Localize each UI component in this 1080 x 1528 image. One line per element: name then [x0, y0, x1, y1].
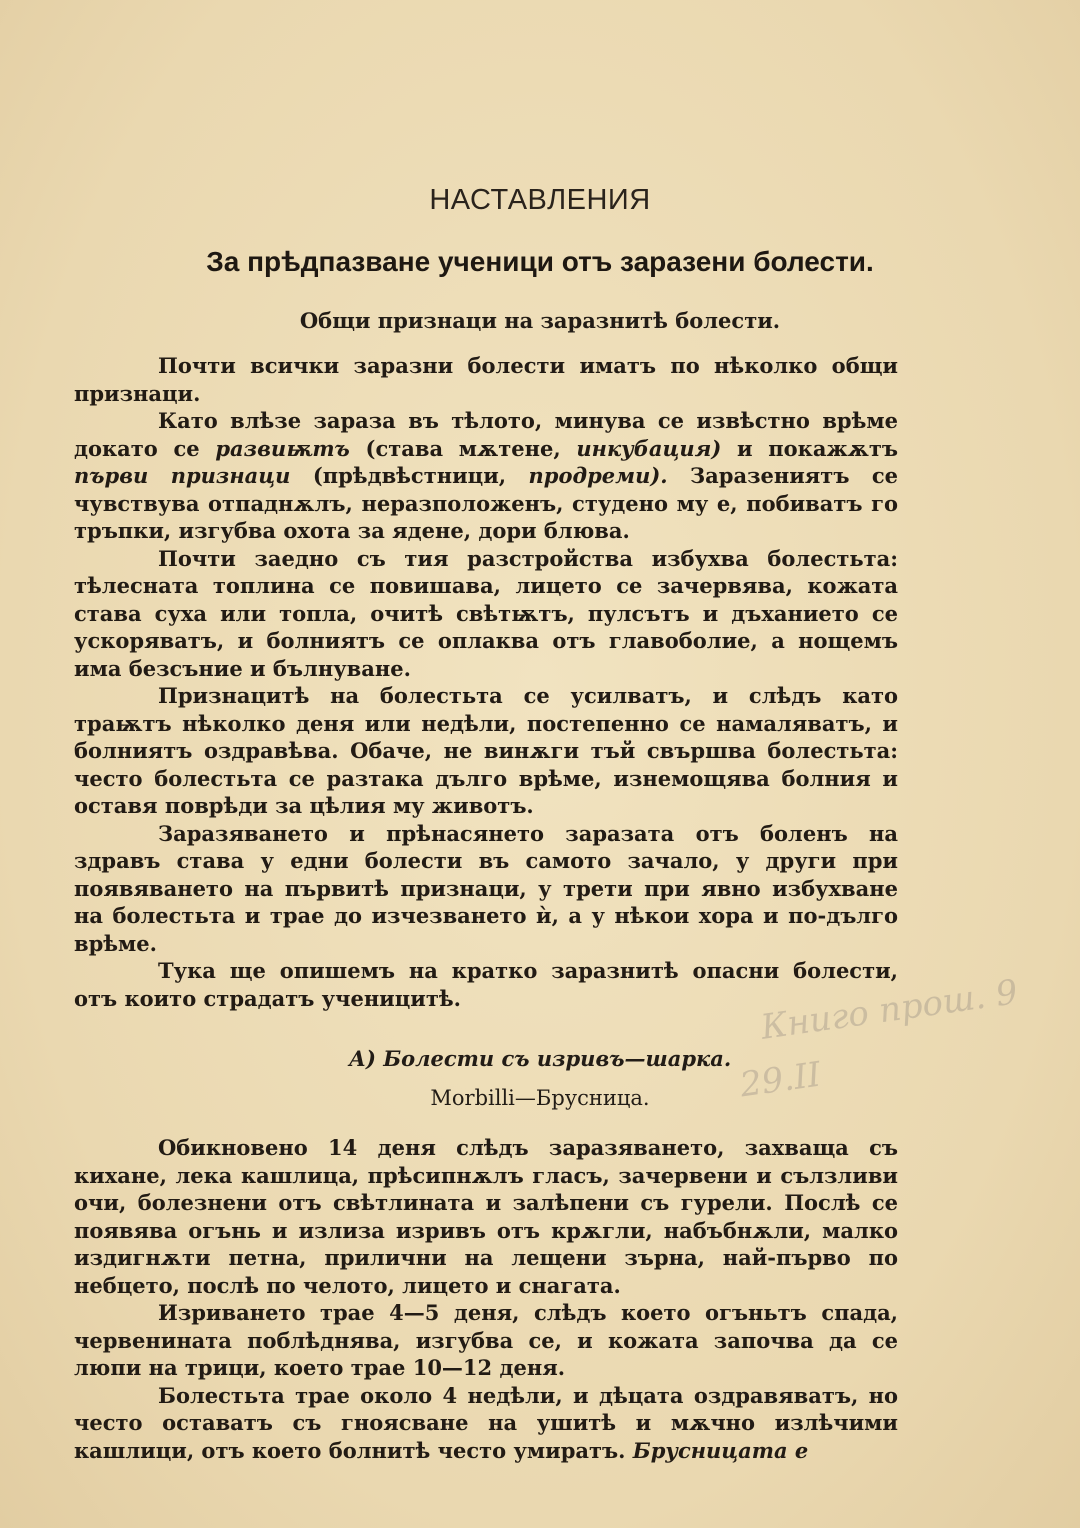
paragraph-text: Обикновено 14 деня слѣдъ заразяването, захваща съ кихане, лека кашлица, прѣсипнѫлъ гласъ, зачервени и сълзливи очи, болезнени отъ свѣтлината и залѣпени съ гурели. Послѣ се появява огънь и излиза изривъ отъ крѫгли, набъбнѫли, малко издигнѫти петна, прилични на лещени зърна, най-първо по небцето, послѣ по челото, лицето и снагата.	[74, 1135, 898, 1298]
paragraph-text: Изриването трае 4—5 деня, слѣдъ което огъньтъ спада, червенината поблѣднява, изгубва се, и кожата започва да се люпи на трици, което трае 10—12 деня.	[74, 1300, 898, 1380]
italic-term: продреми).	[528, 463, 668, 488]
paragraph-text: Тука ще опишемъ на кратко заразнитѣ опасни болести, отъ които страдатъ ученицитѣ.	[74, 958, 898, 1011]
paragraph-text: и покажѫтъ	[721, 435, 898, 461]
paragraph-text: Заразяването и прѣнасянето заразата отъ боленъ на здравъ става у едни болести въ самото зачало, у други при появяването на първитѣ признаци, у трети при явно избухване на болестьта и трае до изчезването ѝ, а у нѣкои хора и по-дълго врѣме.	[74, 820, 898, 956]
paragraph-text: Болестьта трае около 4 недѣли, и дѣцата оздравяватъ, но често оставатъ съ гноясване на ушитѣ и мѫчно излѣчими кашлици, отъ което болнитѣ често умиратъ.	[74, 1382, 898, 1463]
paragraph-text: Заразениятъ се чувствува отпаднѫлъ, неразположенъ, студено му е, побиватъ го тръпки, изгубва охота за ядене, дори блюва.	[74, 463, 899, 543]
paragraph	[74, 1134, 898, 1299]
paragraph	[74, 957, 898, 1012]
paragraph	[74, 1299, 898, 1382]
pencil-date: 29.II	[737, 1054, 824, 1106]
paragraph	[74, 820, 898, 958]
paragraph-text: Признацитѣ на болестьта се усилватъ, и слѣдъ като траѭтъ нѣколко деня или недѣли, постепенно се намаляватъ, и болниятъ оздравѣва. Обаче, не винѫги тъй свършва болестьта: често болестьта се разтака дълго врѣме, изнемощява болния и оставя поврѣди за цѣлия му животъ.	[74, 683, 898, 818]
paragraph	[74, 682, 898, 820]
paragraph-text: Като влѣзе зараза въ тѣлото, минува се извѣстно врѣме докато се	[74, 408, 898, 461]
paragraph	[74, 352, 898, 407]
paragraph-text: Почти всички заразни болести иматъ по нѣколко общи признаци.	[74, 353, 898, 406]
morbilli-heading: Morbilli—Брусница.	[430, 1086, 650, 1110]
italic-term: развиѭтъ	[215, 435, 350, 461]
italic-term: Брусницата е	[632, 1437, 809, 1463]
paragraph	[74, 407, 898, 545]
section-a-heading: А) Болести съ изривъ—шарка.	[348, 1046, 732, 1071]
section-morbilli-body	[74, 1134, 898, 1464]
general-signs-heading: Общи признаци на заразнитѣ болести.	[299, 308, 781, 333]
paragraph-text: (става мѫтене,	[349, 435, 577, 461]
section-general-body	[74, 352, 898, 1012]
italic-term: инкубация)	[576, 435, 722, 461]
paragraph-text: (прѣдвѣстници,	[290, 463, 529, 488]
paragraph-text: Почти заедно съ тия разстройства избухва болестьта: тѣлесната топлина се повишава, лицето се зачервява, кожата става суха или топла, очитѣ свѣтѭтъ, пулсътъ и дъханието се ускоряватъ, и болниятъ се оплаква отъ главоболие, а нощемъ има безсъние и бълнуване.	[74, 545, 898, 681]
page-subtitle: За прѣдпазване ученици отъ заразени болести.	[206, 246, 874, 277]
paragraph	[74, 1382, 898, 1465]
italic-term: първи признаци	[74, 463, 291, 488]
pencil-note: Книго прош. 9	[758, 972, 1021, 1048]
paragraph	[74, 545, 898, 683]
page-title: НАСТАВЛЕНИЯ	[429, 184, 651, 216]
